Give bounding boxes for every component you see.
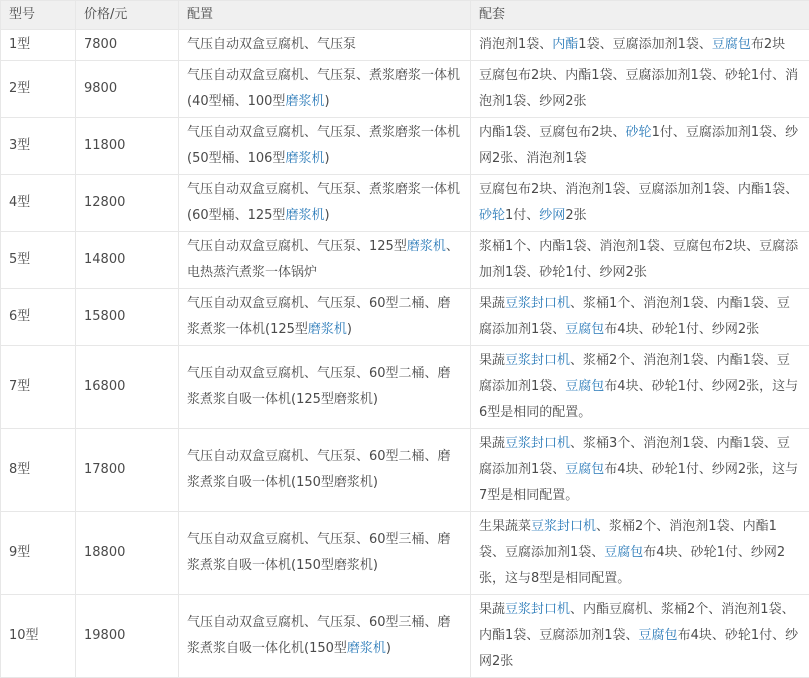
product-link[interactable]: 豆腐包 [604, 545, 643, 560]
text-segment: 布4块、砂轮1付、纱网2张，这与6型是相同的配置。 [479, 379, 798, 420]
price-cell: 16800 [76, 346, 179, 429]
text-segment: 气压自动双盒豆腐机、气压泵、煮浆磨浆一体机(60型桶、125型 [187, 182, 460, 223]
product-link[interactable]: 豆浆封口机 [531, 519, 596, 534]
config-cell [179, 595, 471, 678]
table-row [1, 175, 809, 232]
text-segment: 气压自动双盒豆腐机、气压泵、60型三桶、磨浆煮浆自吸一体机(150型磨浆机) [187, 532, 451, 573]
product-link[interactable]: 豆腐包 [565, 322, 604, 337]
accessories-cell [471, 175, 809, 232]
accessories-cell [471, 118, 809, 175]
text-segment: 2张 [565, 208, 586, 223]
accessories-cell [471, 232, 809, 289]
config-cell [179, 429, 471, 512]
text-segment: 气压自动双盒豆腐机、气压泵、煮浆磨浆一体机(50型桶、106型 [187, 125, 460, 166]
product-link[interactable]: 磨浆机 [285, 151, 324, 166]
product-link[interactable]: 内酯 [552, 37, 578, 52]
model-cell: 8型 [1, 429, 76, 512]
text-segment: 1袋、豆腐添加剂1袋、 [578, 37, 712, 52]
text-segment: 浆桶1个、内酯1袋、消泡剂1袋、豆腐包布2块、豆腐添加剂1袋、砂轮1付、纱网2张 [479, 239, 798, 280]
price-cell: 18800 [76, 512, 179, 595]
table-row [1, 30, 809, 61]
config-cell [179, 512, 471, 595]
accessories-cell [471, 595, 809, 678]
model-cell: 7型 [1, 346, 76, 429]
model-cell: 4型 [1, 175, 76, 232]
price-cell: 17800 [76, 429, 179, 512]
text-segment: 、电热蒸汽煮浆一体锅炉 [187, 239, 459, 280]
table-row [1, 289, 809, 346]
accessories-cell [471, 512, 809, 595]
text-segment: 内酯1袋、豆腐包布2块、 [479, 125, 626, 140]
price-cell: 15800 [76, 289, 179, 346]
text-segment: 生果蔬菜 [479, 519, 531, 534]
text-segment: 气压自动双盒豆腐机、气压泵 [187, 37, 356, 52]
model-cell: 9型 [1, 512, 76, 595]
table-row [1, 118, 809, 175]
price-cell: 12800 [76, 175, 179, 232]
text-segment: 气压自动双盒豆腐机、气压泵、60型二桶、磨浆煮浆自吸一体机(150型磨浆机) [187, 449, 451, 490]
product-link[interactable]: 纱网 [539, 208, 565, 223]
model-cell: 2型 [1, 61, 76, 118]
product-link[interactable]: 豆腐包 [565, 379, 604, 394]
price-cell: 9800 [76, 61, 179, 118]
text-segment: 布4块、砂轮1付、纱网2张，这与7型是相同配置。 [479, 462, 798, 503]
column-header-price: 价格/元 [76, 1, 179, 30]
text-segment: 气压自动双盒豆腐机、气压泵、煮浆磨浆一体机(40型桶、100型 [187, 68, 460, 109]
text-segment: ) [386, 641, 391, 656]
config-cell [179, 30, 471, 61]
product-link[interactable]: 磨浆机 [285, 208, 324, 223]
table-row [1, 346, 809, 429]
model-cell: 6型 [1, 289, 76, 346]
text-segment: ) [324, 208, 329, 223]
text-segment: 布4块、砂轮1付、纱网2张，这与8型是相同配置。 [479, 545, 785, 586]
text-segment: 豆腐包布2块、内酯1袋、豆腐添加剂1袋、砂轮1付、消泡剂1袋、纱网2张 [479, 68, 798, 109]
text-segment: 果蔬 [479, 353, 505, 368]
price-cell: 11800 [76, 118, 179, 175]
text-segment: 消泡剂1袋、 [479, 37, 552, 52]
accessories-cell [471, 289, 809, 346]
price-cell: 7800 [76, 30, 179, 61]
product-link[interactable]: 豆腐包 [565, 462, 604, 477]
text-segment: 气压自动双盒豆腐机、气压泵、60型二桶、磨浆煮浆自吸一体机(125型磨浆机) [187, 366, 451, 407]
product-link[interactable]: 砂轮 [479, 208, 505, 223]
text-segment: 布4块、砂轮1付、纱网2张 [479, 628, 798, 669]
column-header-config: 配置 [179, 1, 471, 30]
table-row [1, 512, 809, 595]
product-link[interactable]: 豆浆封口机 [505, 353, 570, 368]
table-header [1, 1, 809, 30]
product-link[interactable]: 砂轮 [626, 125, 652, 140]
text-segment: 气压自动双盒豆腐机、气压泵、60型三桶、磨浆煮浆自吸一体化机(150型 [187, 615, 451, 656]
text-segment: 、浆桶2个、消泡剂1袋、内酯1袋、豆腐添加剂1袋、 [479, 353, 790, 394]
table-row [1, 429, 809, 512]
text-segment: 豆腐包布2块、消泡剂1袋、豆腐添加剂1袋、内酯1袋、 [479, 182, 798, 197]
price-cell: 19800 [76, 595, 179, 678]
price-cell: 14800 [76, 232, 179, 289]
config-cell [179, 118, 471, 175]
product-link[interactable]: 豆腐包 [639, 628, 678, 643]
config-cell [179, 232, 471, 289]
column-header-model: 型号 [1, 1, 76, 30]
text-segment: 、浆桶2个、消泡剂1袋、内酯1袋、豆腐添加剂1袋、 [479, 519, 777, 560]
model-cell: 10型 [1, 595, 76, 678]
text-segment: 果蔬 [479, 436, 505, 451]
product-link[interactable]: 磨浆机 [308, 322, 347, 337]
text-segment: 、浆桶3个、消泡剂1袋、内酯1袋、豆腐添加剂1袋、 [479, 436, 790, 477]
model-cell: 3型 [1, 118, 76, 175]
model-cell: 1型 [1, 30, 76, 61]
product-link[interactable]: 豆浆封口机 [505, 296, 570, 311]
accessories-cell [471, 346, 809, 429]
accessories-cell [471, 30, 809, 61]
text-segment: 气压自动双盒豆腐机、气压泵、60型二桶、磨浆煮浆一体机(125型 [187, 296, 451, 337]
product-link[interactable]: 豆浆封口机 [505, 436, 570, 451]
text-segment: 布4块、砂轮1付、纱网2张 [604, 322, 759, 337]
text-segment: 果蔬 [479, 296, 505, 311]
text-segment: 气压自动双盒豆腐机、气压泵、125型 [187, 239, 407, 254]
text-segment: 布2块 [751, 37, 785, 52]
config-cell [179, 346, 471, 429]
text-segment: ) [324, 151, 329, 166]
config-cell [179, 175, 471, 232]
product-link[interactable]: 磨浆机 [347, 641, 386, 656]
table-row [1, 61, 809, 118]
table-row [1, 232, 809, 289]
column-header-accessories: 配套 [471, 1, 809, 30]
config-cell [179, 289, 471, 346]
config-cell [179, 61, 471, 118]
accessories-cell [471, 61, 809, 118]
product-link[interactable]: 豆浆封口机 [505, 602, 570, 617]
table-body [1, 30, 809, 678]
text-segment: ) [324, 94, 329, 109]
text-segment: 1付、豆腐添加剂1袋、纱网2张、消泡剂1袋 [479, 125, 798, 166]
text-segment: 果蔬 [479, 602, 505, 617]
product-link[interactable]: 磨浆机 [407, 239, 446, 254]
accessories-cell [471, 429, 809, 512]
model-cell: 5型 [1, 232, 76, 289]
header-row [1, 1, 809, 30]
text-segment: 、浆桶1个、消泡剂1袋、内酯1袋、豆腐添加剂1袋、 [479, 296, 790, 337]
text-segment: ) [347, 322, 352, 337]
product-link[interactable]: 磨浆机 [285, 94, 324, 109]
product-link[interactable]: 豆腐包 [712, 37, 751, 52]
table-row [1, 595, 809, 678]
text-segment: 、内酯豆腐机、浆桶2个、消泡剂1袋、内酯1袋、豆腐添加剂1袋、 [479, 602, 795, 643]
text-segment: 1付、 [505, 208, 539, 223]
